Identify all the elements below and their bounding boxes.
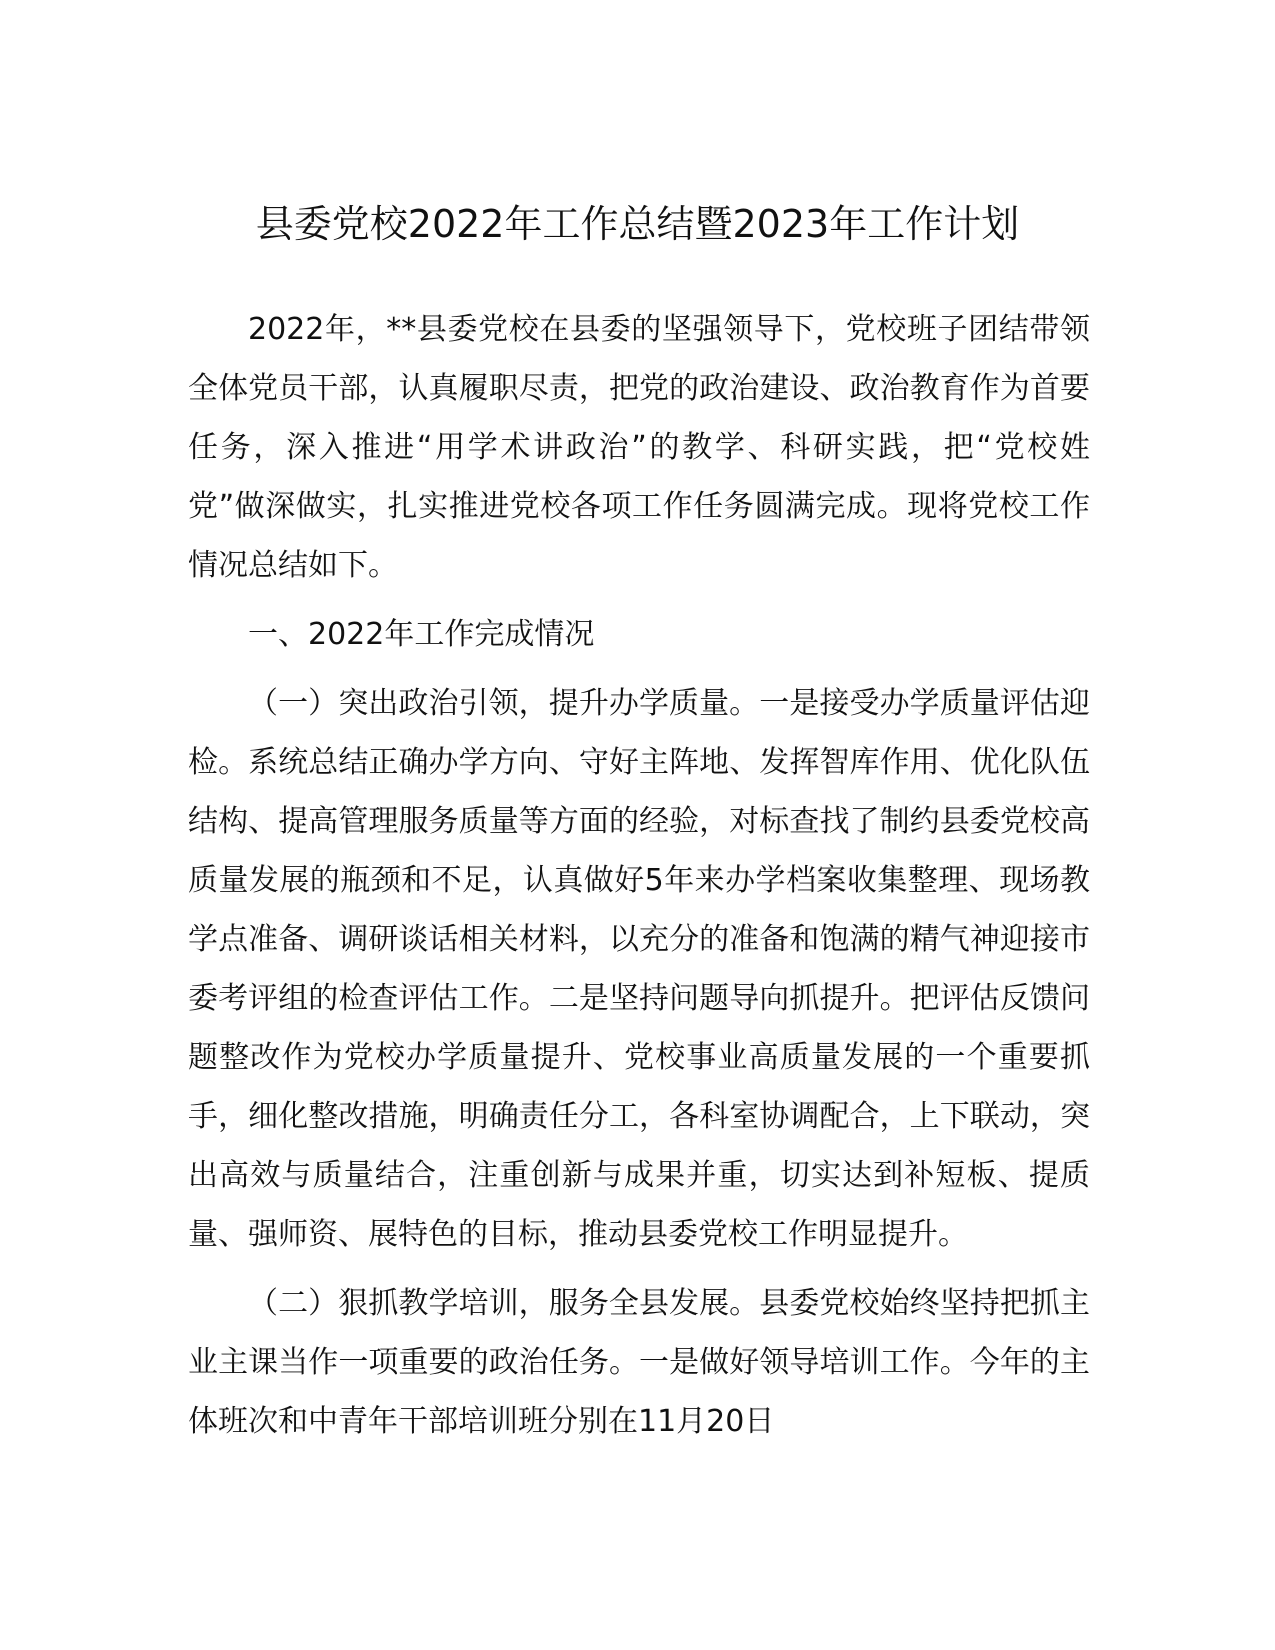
document-body <box>188 300 1090 1451</box>
paragraph-political-guidance: （一）突出政治引领，提升办学质量。一是接受办学质量评估迎检。系统总结正确办学方向、守好主阵地、发挥智库作用、优化队伍结构、提高管理服务质量等方面的经验，对标查找了制约县委党校高质量发展的瓶颈和不足，认真做好5年来办学档案收集整理、现场教学点准备、调研谈话相关材料，以充分的准备和饱满的精气神迎接市委考评组的检查评估工作。二是坚持问题导向抓提升。把评估反馈问题整改作为党校办学质量提升、党校事业高质量发展的一个重要抓手，细化整改措施，明确责任分工，各科室协调配合，上下联动，突出高效与质量结合，注重创新与成果并重，切实达到补短板、提质量、强师资、展特色的目标，推动县委党校工作明显提升。 <box>188 686 1090 1252</box>
section-heading-2022-results: 一、2022年工作完成情况 <box>248 617 595 652</box>
intro-paragraph: 2022年，**县委党校在县委的坚强领导下，党校班子团结带领全体党员干部，认真履职尽责，把党的政治建设、政治教育作为首要任务，深入推进“用学术讲政治”的教学、科研实践，把“党校姓党”做深做实，扎实推进党校各项工作任务圆满完成。现将党校工作情况总结如下。 <box>188 312 1090 583</box>
paragraph-teaching-training: （二）狠抓教学培训，服务全县发展。县委党校始终坚持把抓主业主课当作一项重要的政治任务。一是做好领导培训工作。今年的主体班次和中青年干部培训班分别在11月20日 <box>188 1286 1090 1439</box>
document-title: 县委党校2022年工作总结暨2023年工作计划 <box>255 202 1020 246</box>
